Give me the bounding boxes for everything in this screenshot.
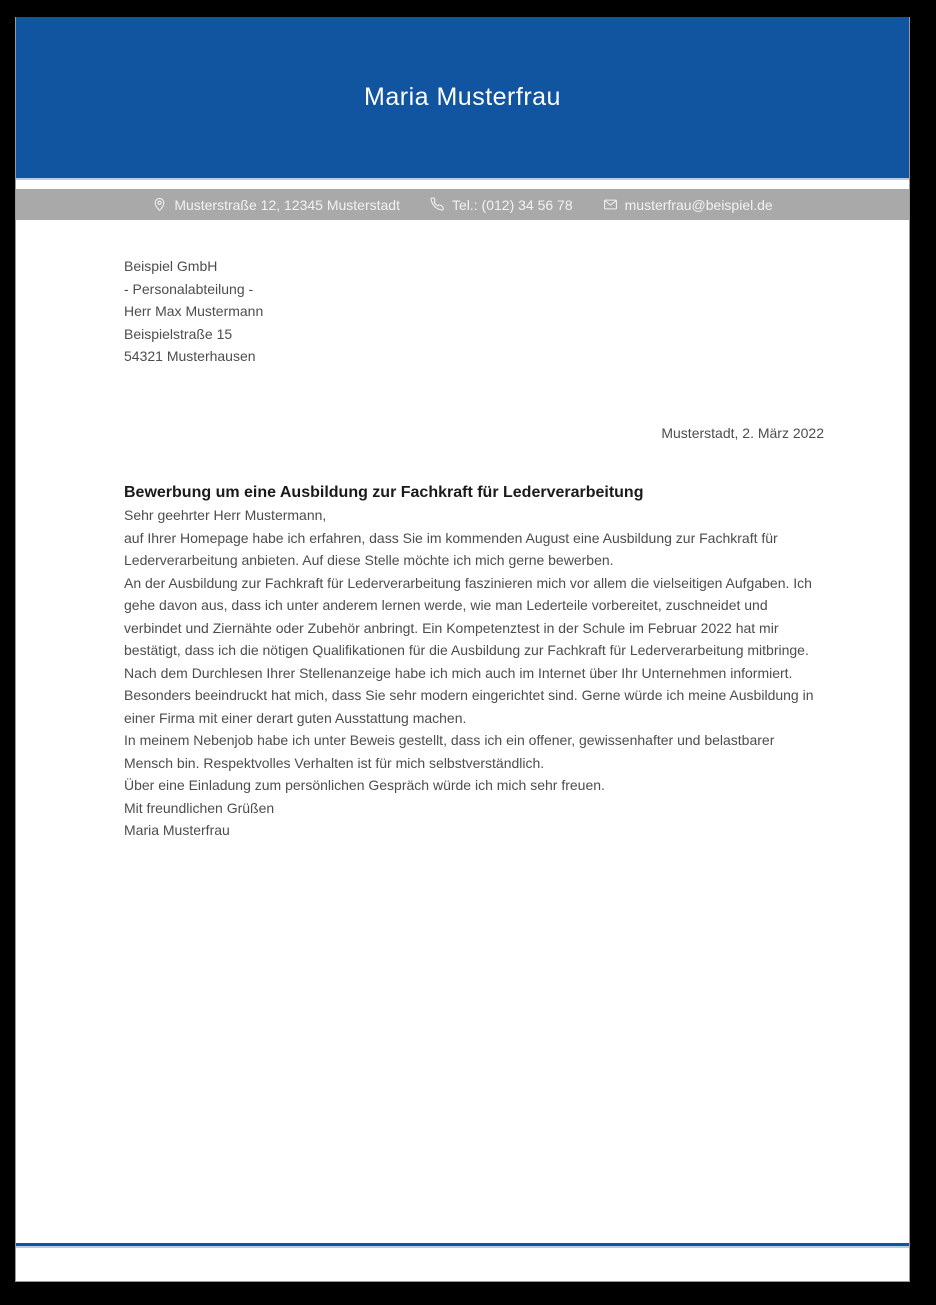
body-paragraph-5: Über eine Einladung zum persönlichen Gespräch würde ich mich sehr freuen. [124,777,605,793]
letter-page [15,17,910,1282]
contact-address [152,197,400,213]
recipient-line-person: Herr Max Mustermann [124,303,264,319]
recipient-line-department: - Personalabteilung - [124,280,254,297]
letter-body [16,255,909,842]
phone-icon [430,197,445,212]
body-paragraph-1: auf Ihrer Homepage habe ich erfahren, dass Sie im kommenden August eine Ausbildung zur Fachkraft für Lederverarbeitung anbieten. Auf diese Stelle möchte ich mich gerne bewerben. [124,529,778,568]
contact-email-text: musterfrau@beispiel.de [624,196,773,213]
subject-line: Bewerbung um eine Ausbildung zur Fachkraft für Lederverarbeitung [124,484,644,501]
recipient-address [124,255,824,368]
body-paragraph-3: Nach dem Durchlesen Ihrer Stellenanzeige habe ich mich auch im Internet über Ihr Unternehmen informiert. Besonders beeindruckt hat mich, dass Sie sehr modern eingerichtet sind. Gerne würde ich meine Ausbildung in einer Firma mit einer derart guten Ausstattung machen. [124,664,814,726]
contact-phone [430,197,573,213]
recipient-line-street: Beispielstraße 15 [124,325,233,342]
body-paragraph-4: In meinem Nebenjob habe ich unter Beweis gestellt, dass ich ein offener, gewissenhafter und belastbarer Mensch bin. Respektvolles Verhalten ist für mich selbstverständlich. [124,732,775,771]
recipient-line-city: 54321 Musterhausen [124,348,256,364]
footer-accent-line [16,1243,909,1248]
location-pin-icon [152,197,167,212]
signature-name: Maria Musterfrau [124,822,230,838]
date-line: Musterstadt, 2. März 2022 [661,424,824,441]
recipient-line-company: Beispiel GmbH [124,258,218,274]
envelope-icon [603,197,618,212]
contact-phone-text: Tel.: (012) 34 56 78 [451,196,573,213]
sender-name: Maria Musterfrau [364,83,561,111]
contact-bar [16,189,909,220]
contact-email [603,197,773,213]
closing-phrase: Mit freundlichen Grüßen [124,799,275,816]
body-paragraph-2: An der Ausbildung zur Fachkraft für Lederverarbeitung faszinieren mich vor allem die vielseitigen Aufgaben. Ich gehe davon aus, dass ich unter anderem lernen werde, wie man Lederteile vorbereitet, zuschneidet und verbindet und Ziernähte oder Zubehör anbringt. Ein Kompetenztest in der Schule im Februar 2022 hat mir bestätigt, dass ich die nötigen Qualifikationen für die Ausbildung zur Fachkraft für Lederverarbeitung mitbringe. [124,574,812,658]
salutation: Sehr geehrter Herr Mustermann, [124,507,327,523]
contact-address-text: Musterstraße 12, 12345 Musterstadt [174,196,400,213]
letter-header [16,17,909,180]
